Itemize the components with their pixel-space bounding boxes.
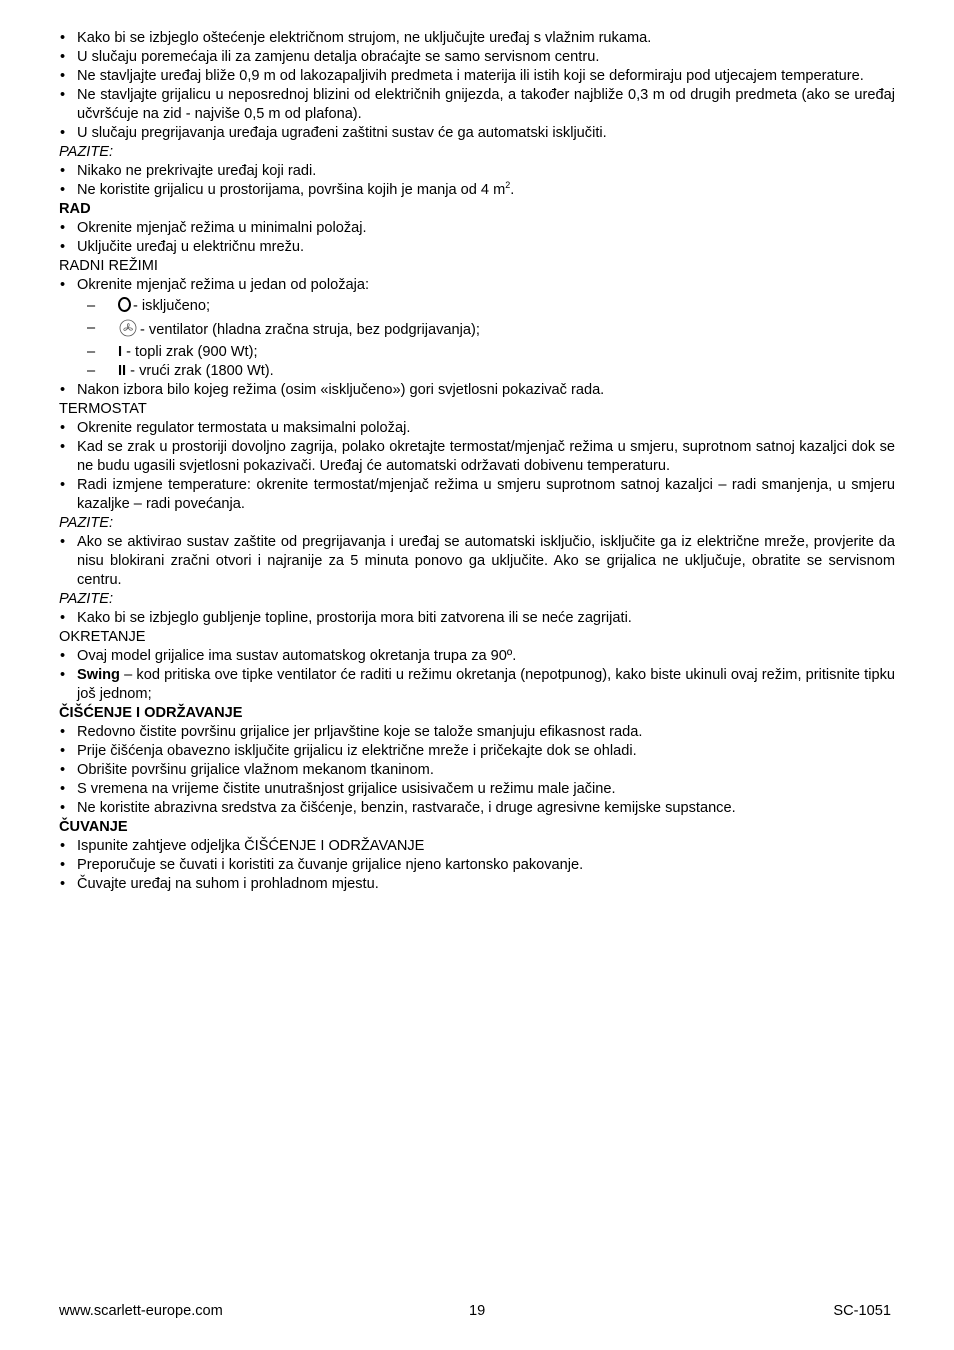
list-item: • Obrišite površinu grijalice vlažnom mekanom tkaninom. [59,761,895,780]
page-footer [59,1303,891,1323]
mode-description: - vrući zrak (1800 Wt). [130,363,274,379]
model-number: SC-1051 [833,1303,891,1319]
list-item: • Čuvajte uređaj na suhom i prohladnom mjestu. [59,875,895,894]
list-item: • Kako bi se izbjeglo gubljenje topline, prostorija mora biti zatvorena ili se neće zagrijati. [59,609,895,628]
list-item: • Ne stavljajte grijalicu u neposrednoj blizini od električnih gnijezda, a također najbliže 0,3 m od drugih predmeta (ako se uređaj učvršćuje na zid - najviše 0,5 m od plafona). [59,86,895,124]
list-item: • Prije čišćenja obavezno isključite grijalicu iz električne mreže i pričekajte dok se ohladi. [59,742,895,761]
list-item: • Okrenite mjenjač režima u jedan od položaja: [59,276,895,295]
list-item: • Ne stavljajte uređaj bliže 0,9 m od lakozapaljivih predmeta i materija ili istih koji se deformiraju pod utjecajem temperature. [59,67,895,86]
list-item: • Kad se zrak u prostoriji dovoljno zagrija, polako okretajte termostat/mjenjač režima u smjeru, suprotnom satnoj kazaljci dok se ne budu ugasili svjetlosni pokazivači. Uređaj će automatski održavati dobivenu temperaturu. [59,438,895,476]
mode-item-hot [59,362,895,381]
mode-symbol: II [118,363,127,379]
area-warning-end: . [510,182,515,198]
mode-item-fan [59,319,895,343]
mode-description: - isključeno; [133,298,211,314]
list-item: • Ako se aktivirao sustav zaštite od pregrijavanja i uređaj se automatski isključio, isključite ga iz električne mreže, provjerite da nisu blokirani zračni otvori i najranije za 5 minuta ponovo ga uključite. Ako se grijalica ne uključuje, obratite se servisnom centru. [59,533,895,590]
list-item: • Ispunite zahtjeve odjeljka ČIŠĆENJE I ODRŽAVANJE [59,837,895,856]
power-off-icon [118,297,131,312]
mode-item-warm [59,343,895,362]
mode-item-off [59,297,895,316]
list-item: • U slučaju poremećaja ili za zamjenu detalja obraćajte se samo servisnom centru. [59,48,895,67]
fan-icon [118,319,138,343]
caution-label: PAZITE: [59,144,114,160]
list-item: • Radi izmjene temperature: okrenite termostat/mjenjač režima u smjeru suprotnom satnoj kazaljci – radi smanjenja, u smjeru kazaljke – radi povećanja. [59,476,895,514]
list-item: • Kako bi se izbjeglo oštećenje električnom strujom, ne uključujte uređaj s vlažnim rukama. [59,29,895,48]
section-heading-storage: ČUVANJE [59,819,128,835]
caution-label: PAZITE: [59,591,114,607]
section-heading-cleaning: ČIŠĆENJE I ODRŽAVANJE [59,705,243,721]
page-number: 19 [469,1303,486,1319]
superscript: 2 [505,180,511,191]
list-item [59,181,895,200]
swing-label: Swing [77,667,120,683]
mode-description: - ventilator (hladna zračna struja, bez podgrijavanja); [140,322,480,338]
section-heading-thermostat: TERMOSTAT [59,401,147,417]
section-heading-modes: RADNI REŽIMI [59,258,158,274]
list-item: • S vremena na vrijeme čistite unutrašnjost grijalice usisivačem u režimu male jačine. [59,780,895,799]
caution-label: PAZITE: [59,515,114,531]
list-item [59,666,895,704]
mode-symbol: I [118,344,123,360]
list-item: • Uključite uređaj u električnu mrežu. [59,238,895,257]
manual-page-content [59,29,895,894]
list-item: • Ovaj model grijalice ima sustav automatskog okretanja trupa za 90º. [59,647,895,666]
area-warning-text: Ne koristite grijalicu u prostorijama, površina kojih je manja od 4 m [77,182,506,198]
list-item: • Nikako ne prekrivajte uređaj koji radi. [59,162,895,181]
list-item: • Nakon izbora bilo kojeg režima (osim «isključeno») gori svjetlosni pokazivač rada. [59,381,895,400]
list-item: • Redovno čistite površinu grijalice jer prljavštine koje se talože smanjuju efikasnost rada. [59,723,895,742]
footer-website: www.scarlett-europe.com [59,1303,223,1319]
list-item: • Okrenite regulator termostata u maksimalni položaj. [59,419,895,438]
mode-description: - topli zrak (900 Wt); [126,344,258,360]
list-item: • U slučaju pregrijavanja uređaja ugrađeni zaštitni sustav će ga automatski isključiti. [59,124,895,143]
list-item: • Ne koristite abrazivna sredstva za čišćenje, benzin, rastvarače, i druge agresivne kemijske supstance. [59,799,895,818]
list-item: • Preporučuje se čuvati i koristiti za čuvanje grijalice njeno kartonsko pakovanje. [59,856,895,875]
section-heading-rotation: OKRETANJE [59,629,146,645]
swing-description: – kod pritiska ove tipke ventilator će raditi u režimu okretanja (nepotpunog), kako biste ukinuli ovaj režim, pritisnite tipku još jednom; [77,667,895,702]
list-item: • Okrenite mjenjač režima u minimalni položaj. [59,219,895,238]
section-heading-operation: RAD [59,201,91,217]
